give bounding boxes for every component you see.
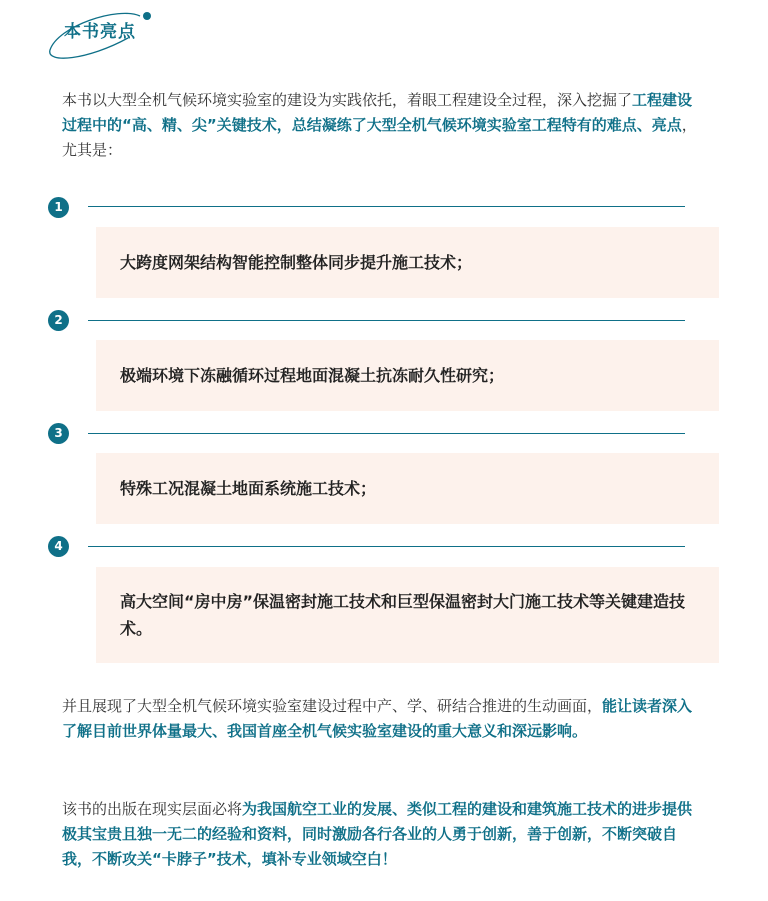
impact-text: 并且展现了大型全机气候环境实验室建设过程中产、学、研结合推进的生动画面， (62, 697, 603, 715)
item-box (96, 453, 719, 524)
item-text: 特殊工况混凝土地面系统施工技术； (120, 479, 377, 498)
significance-text: 该书的出版在现实层面必将 (62, 800, 243, 818)
intro-highlight: 工程建设过程中的“高、精、尖”关键技术，总结凝练了大型全机气候环境实验室工程特有的难点、亮点 (62, 91, 693, 134)
section-title: 本书亮点 (64, 22, 136, 42)
section-header (48, 4, 168, 64)
significance-highlight: 为我国航空工业的发展、类似工程的建设和建筑施工技术的进步提供极其宝贵且独一无二的经验和资料，同时激励各行各业的人勇于创新，善于创新，不断突破自我，不断攻关“卡脖子”技术，填补专业领域空白！ (62, 800, 693, 868)
impact-paragraph (62, 694, 702, 744)
item-box (96, 227, 719, 298)
item-box (96, 340, 719, 411)
significance-paragraph (62, 797, 702, 872)
impact-highlight: 能让读者深入了解目前世界体量最大、我国首座全机气候实验室建设的重大意义和深远影响。 (62, 697, 693, 740)
item-text: 大跨度网架结构智能控制整体同步提升施工技术； (120, 253, 473, 272)
item-number-badge: 2 (48, 310, 69, 331)
item-divider (88, 546, 685, 547)
item-number-badge: 3 (48, 423, 69, 444)
item-text: 高大空间“房中房”保温密封施工技术和巨型保温密封大门施工技术等关键建造技术。 (120, 592, 686, 638)
item-box (96, 567, 719, 663)
item-divider (88, 320, 685, 321)
item-number-badge: 1 (48, 197, 69, 218)
item-number-badge: 4 (48, 536, 69, 557)
item-text: 极端环境下冻融循环过程地面混凝土抗冻耐久性研究； (120, 366, 505, 385)
intro-text-end: ，尤其是： (62, 116, 697, 159)
item-divider (88, 433, 685, 434)
intro-text: 本书以大型全机气候环境实验室的建设为实践依托，着眼工程建设全过程，深入挖掘了 (62, 91, 633, 109)
intro-paragraph (62, 88, 702, 163)
item-divider (88, 206, 685, 207)
